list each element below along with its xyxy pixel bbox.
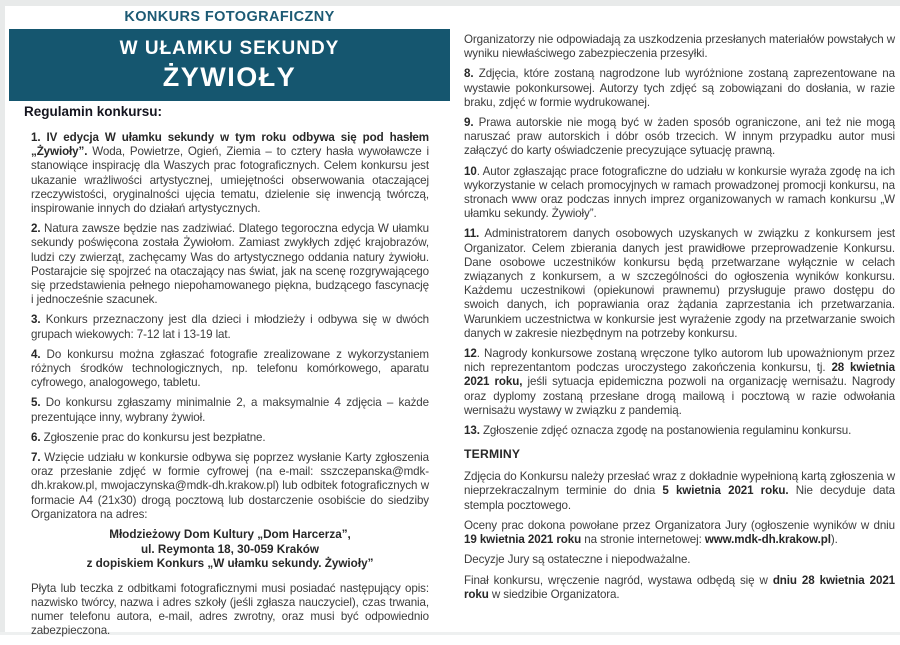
jury-paragraph: Oceny prac dokona powołane przez Organizatora Jury (ogłoszenie wyników w dniu 19 kwietnia 2021 roku na stronie internetowej: www.mdk-dh.krakow.pl).: [464, 518, 895, 547]
terminy-heading: TERMINY: [464, 447, 521, 462]
banner-title: W UŁAMKU SEKUNDY: [119, 38, 340, 59]
rule-1: 1. IV edycja W ułamku sekundy w tym roku odbywa się pod hasłem „Żywioły”. Woda, Powietrze, Ogień, Ziemia – to cztery hasła wywoławcze i stanowiące inspirację dla Waszych prac fotograficznych. Celem konkursu jest ukazanie wrażliwości artystycznej, umiejętności obserwowania otaczającej rzeczywistości, oryginalności ujęcia tematu, dzielenie się inwencją twórczą, inspirowanie innych do działań artystycznych.: [31, 131, 429, 216]
rule-9: 9. Prawa autorskie nie mogą być w żaden sposób ograniczone, ani też nie mogą naruszać praw autorskich i dóbr osób trzecich. W innym przypadku autor musi załączyć do karty oświadczenie precyzujące sytuację prawną.: [464, 116, 895, 158]
title-banner: [9, 29, 450, 101]
rule-12: 12. Nagrody konkursowe zostaną wręczone tylko autorom lub upoważnionym przez nich reprezentantom podczas uroczystego zakończenia konkursu, tj. 28 kwietnia 2021 roku, jeśli sytuacja epidemiczna pozwoli na organizację wernisażu. Nagrody oraz dyplomy zostaną przesłane drogą mailową i pocztową w razie odwołania wernisażu wystawy w związku z pandemią.: [464, 347, 895, 417]
rule-2: 2. Natura zawsze będzie nas zadziwiać. Dlatego tegoroczna edycja W ułamku sekundy poświęcona została Żywiołom. Zamiast zwykłych zdjęć krajobrazów, ludzi czy zwierząt, zachęcamy Was do artystycznego oddania natury żywiołu. Postarajcie się spojrzeć na otaczający nas świat, jak na scenę rozgrywającego się przedstawienia pełnego niepohamowanego piękna, budzącego fascynację i jednocześnie szacunek.: [31, 222, 429, 307]
jury-decisions-paragraph: Decyzje Jury są ostateczne i niepodważalne.: [464, 553, 691, 567]
address-line-3: z dopiskiem Konkurs „W ułamku sekundy. Żywioły”: [86, 557, 374, 571]
rule-6: 6. Zgłoszenie prac do konkursu jest bezpłatne.: [31, 430, 266, 444]
left-column: [24, 104, 436, 645]
rule-5: 5. Do konkursu zgłaszamy minimalnie 2, a maksymalnie 4 zdjęcia – każde prezentujące inny, wybrany żywioł.: [31, 396, 429, 424]
rule-3: 3. Konkurs przeznaczony jest dla dzieci i młodzieży i odbywa się w dwóch grupach wiekowych: 7-12 lat i 13-19 lat.: [31, 313, 429, 341]
address-block: [31, 528, 429, 572]
rule-13: 13. Zgłoszenie zdjęć oznacza zgodę na postanowienia regulaminu konkursu.: [464, 424, 852, 438]
address-line-1: Młodzieżowy Dom Kultury „Dom Harcerza”,: [109, 528, 351, 542]
rule-10: 10. Autor zgłaszając prace fotograficzne do udziału w konkursie wyraża zgodę na ich wykorzystanie w celach promocyjnych w ramach prowadzonej promocji konkursu, na stronach www oraz podczas innych imprez organizowanych w ramach konkursu „W ułamku sekundy. Żywioły”.: [464, 164, 895, 221]
right-column: [464, 33, 895, 608]
rule-7: 7. Wzięcie udziału w konkursie odbywa się poprzez wysłanie Karty zgłoszenia oraz przesłanie zdjęć w formie cyfrowej (na e-mail: sszczepanska@mdk-dh.krakow.pl, mwojaczynska@mdk-dh.krakow.pl) lub odbitek fotograficznych w formacie A4 (21x30) drogą pocztową lub dostarczenie osobiście do siedziby Organizatora na adres:: [31, 451, 429, 521]
address-line-2: ul. Reymonta 18, 30-059 Kraków: [141, 542, 319, 556]
rule-8: 8. Zdjęcia, które zostaną nagrodzone lub wyróżnione zostaną zaprezentowane na wystawie pokonkursowej. Autorzy tych zdjęć są zobowiązani do dosłania, w razie braku, zdjęć w formie wydrukowanej.: [464, 67, 895, 109]
rule-11: 11. Administratorem danych osobowych uzyskanych w związku z konkursem jest Organizator. Celem zbierania danych jest prawidłowe przeprowadzenie Konkursu. Dane osobowe uczestników konkursu będą przetwarzane wyłącznie w celach związanych z konkursem, a w szczególności do ogłoszenia wyników konkursu. Każdemu uczestnikowi (opiekunowi prawnemu) przysługuje prawo dostępu do swoich danych, ich poprawiania oraz żądania zaprzestania ich przetwarzania. Warunkiem uczestnictwa w konkursie jest wyrażenie zgody na przetwarzanie swoich danych w zakresie niezbędnym na potrzeby konkursu.: [464, 227, 895, 340]
scan-edge-left: [0, 0, 5, 635]
regulations-heading: Regulamin konkursu:: [24, 104, 163, 119]
shipping-disclaimer: Organizatorzy nie odpowiadają za uszkodzenia przesłanych materiałów powstałych w wyniku niewłaściwego zabezpieczenia przesyłki.: [464, 33, 895, 61]
contest-kicker: KONKURS FOTOGRAFICZNY: [124, 9, 335, 25]
deadline-paragraph: Zdjęcia do Konkursu należy przesłać wraz z dokładnie wypełnioną kartą zgłoszenia w nieprzekraczalnym terminie do dnia 5 kwietnia 2021 roku. Nie decyduje data stempla pocztowego.: [464, 470, 895, 512]
packaging-note: Płyta lub teczka z odbitkami fotograficznymi musi posiadać następujący opis: nazwisko twórcy, nazwa i adres szkoły (jeśli zgłasza nauczyciel), czas trwania, numer telefonu autora, e-mail, adres zwrotny, oraz musi być odpowiednio zabezpieczona.: [31, 581, 429, 638]
final-event-paragraph: Finał konkursu, wręczenie nagród, wystawa odbędą się w dniu 28 kwietnia 2021 roku w siedzibie Organizatora.: [464, 573, 896, 601]
rule-4: 4. Do konkursu można zgłaszać fotografie zrealizowane z wykorzystaniem różnych środków technologicznych, np. telefonu komórkowego, aparatu cyfrowego, analogowego, tabletu.: [31, 347, 429, 390]
scan-edge-top: [0, 0, 900, 6]
banner-subtitle: ŻYWIOŁY: [162, 62, 297, 92]
